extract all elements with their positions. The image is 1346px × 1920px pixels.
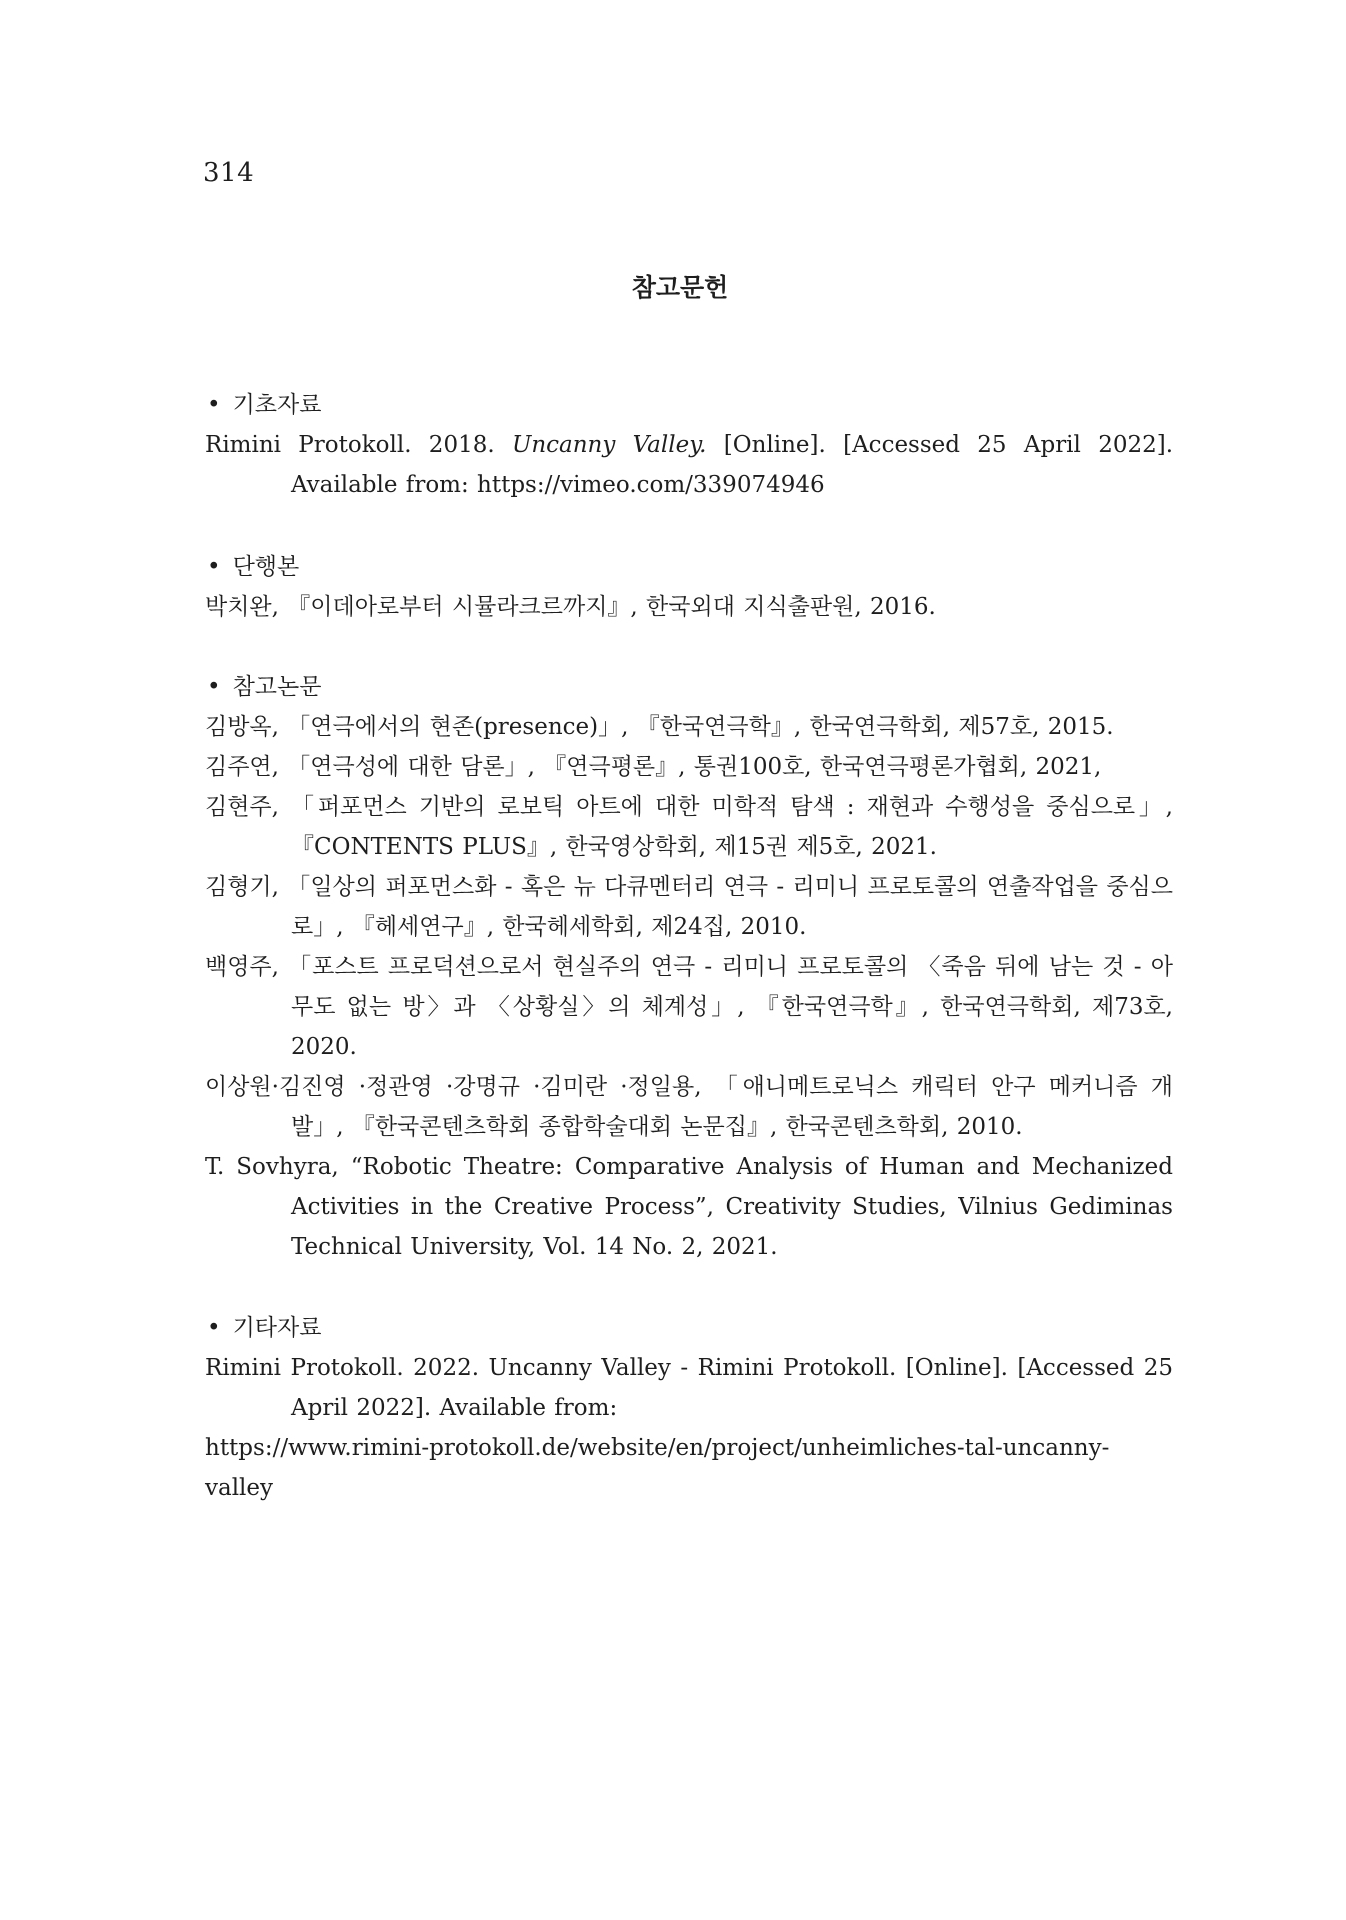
section-heading <box>205 385 1173 425</box>
reference-entry: 이상원·김진영 ·정관영 ·강명규 ·김미란 ·정일용, 「애니메트로닉스 캐릭터 안구 메커니즘 개발」, 『한국콘텐츠학회 종합학술대회 논문집』, 한국콘텐츠학회, 2010. <box>205 1074 1173 1140</box>
section-heading-label: 기초자료 <box>232 392 322 418</box>
reference-text: Rimini Protokoll. 2018. <box>205 432 512 458</box>
section-heading-label: 참고논문 <box>232 674 322 700</box>
reference-entry: 김현주, 「퍼포먼스 기반의 로보틱 아트에 대한 미학적 탐색 : 재현과 수행성을 중심으로」, 『CONTENTS PLUS』, 한국영상학회, 제15권 제5호, 2021. <box>205 794 1173 860</box>
reference-entry: 박치완, 『이데아로부터 시뮬라크르까지』, 한국외대 지식출판원, 2016. <box>205 594 936 620</box>
section-other-sources <box>205 1308 1173 1508</box>
section-heading <box>205 547 1173 587</box>
reference-entry: 김방옥, 「연극에서의 현존(presence)」, 『한국연극학』, 한국연극학회, 제57호, 2015. <box>205 714 1114 740</box>
bullet-icon: • <box>207 392 221 418</box>
bullet-icon: • <box>207 674 221 700</box>
reference-entry: T. Sovhyra, “Robotic Theatre: Comparative Analysis of Human and Mechanized Activities in the Creative Process”, Creativity Studies, Vilnius Gediminas Technical University, Vol. 14 No. 2, 2021. <box>205 1154 1173 1260</box>
bullet-icon: • <box>207 1315 221 1341</box>
section-heading <box>205 1308 1173 1348</box>
section-heading-label: 단행본 <box>232 554 300 580</box>
reference-text: [Online]. [Accessed 25 April 2022]. Available from: https://vimeo.com/339074946 <box>291 432 1174 498</box>
section-heading-label: 기타자료 <box>232 1315 322 1341</box>
reference-entry: 백영주, 「포스트 프로덕션으로서 현실주의 연극 - 리미니 프로토콜의 〈죽음 뒤에 남는 것 - 아무도 없는 방〉과 〈상황실〉의 체계성」, 『한국연극학』, 한국연극학회, 제73호, 2020. <box>205 954 1173 1060</box>
page-number: 314 <box>203 158 255 188</box>
bullet-icon: • <box>207 554 221 580</box>
page-title: 참고문헌 <box>631 273 729 302</box>
section-heading <box>205 667 1173 707</box>
section-books <box>205 547 1173 627</box>
section-primary-sources <box>205 385 1173 505</box>
reference-url: https://www.rimini-protokoll.de/website/en/project/unheimliches-tal-uncanny-valley <box>205 1435 1110 1501</box>
reference-italic-title: Uncanny Valley. <box>511 432 707 458</box>
reference-entry: Rimini Protokoll. 2022. Uncanny Valley - Rimini Protokoll. [Online]. [Accessed 25 April 2022]. Available from: <box>205 1355 1173 1421</box>
reference-entry <box>205 425 1173 505</box>
reference-entry: 김형기, 「일상의 퍼포먼스화 - 혹은 뉴 다큐멘터리 연극 - 리미니 프로토콜의 연출작업을 중심으로」, 『헤세연구』, 한국헤세학회, 제24집, 2010. <box>205 874 1173 940</box>
reference-entry: 김주연, 「연극성에 대한 담론」, 『연극평론』, 통권100호, 한국연극평론가협회, 2021, <box>205 754 1102 780</box>
section-papers <box>205 667 1173 1267</box>
